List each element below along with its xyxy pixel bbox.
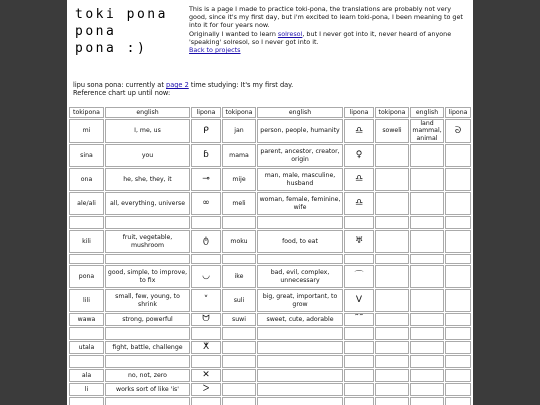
glyph-cell: ∞	[191, 192, 221, 215]
word-cell: suwi	[222, 313, 256, 326]
table-row	[69, 119, 471, 143]
word-cell	[375, 230, 409, 253]
word-cell: li	[69, 383, 104, 396]
word-cell: mama	[222, 144, 256, 167]
glyph-cell	[445, 216, 471, 229]
word-cell: mi	[69, 119, 104, 143]
english-cell	[410, 230, 444, 253]
english-cell: fight, battle, challenge	[105, 341, 190, 354]
word-cell	[375, 289, 409, 312]
english-cell	[257, 341, 343, 354]
word-cell	[222, 341, 256, 354]
glyph-cell: ɓ	[191, 144, 221, 167]
english-cell: works sort of like 'is'	[105, 383, 190, 396]
table-row	[69, 313, 471, 326]
english-cell	[410, 327, 444, 340]
glyph-cell	[191, 254, 221, 264]
table-row	[69, 168, 471, 191]
page-2-link[interactable]: page 2	[166, 81, 189, 89]
english-cell	[257, 254, 343, 264]
english-cell	[257, 327, 343, 340]
english-cell	[410, 289, 444, 312]
word-cell	[375, 192, 409, 215]
glyph-cell	[445, 383, 471, 396]
word-cell	[222, 355, 256, 368]
glyph-cell: ✕	[191, 369, 221, 382]
table-row	[69, 144, 471, 167]
english-cell	[410, 216, 444, 229]
word-cell	[375, 327, 409, 340]
intro-paragraph-2: Originally I wanted to learn solresol, but I never got into it, never heard of anyone 'speaking' solresol, so I never got into it.	[189, 29, 452, 46]
glyph-cell: ♎	[344, 168, 374, 191]
english-cell: he, she, they, it	[105, 168, 190, 191]
english-cell	[410, 144, 444, 167]
table-row	[69, 230, 471, 253]
word-cell: utala	[69, 341, 104, 354]
english-cell	[105, 355, 190, 368]
english-cell: fruit, vegetable, mushroom	[105, 230, 190, 253]
word-cell: jan	[222, 119, 256, 143]
word-cell	[69, 254, 104, 264]
glyph-cell: ⌒	[344, 265, 374, 288]
column-header-lipona: lipona	[344, 107, 374, 118]
english-cell	[105, 397, 190, 405]
glyph-cell	[445, 313, 471, 326]
glyph-cell: ♎	[344, 119, 374, 143]
word-cell: mije	[222, 168, 256, 191]
table-row	[69, 397, 471, 405]
word-cell: moku	[222, 230, 256, 253]
english-cell: food, to eat	[257, 230, 343, 253]
glyph-cell: ◡	[191, 265, 221, 288]
intro-text	[189, 5, 471, 54]
glyph-cell	[445, 327, 471, 340]
glyph-cell: ᘐ	[445, 119, 471, 143]
english-cell	[410, 397, 444, 405]
word-cell	[222, 327, 256, 340]
word-cell	[222, 254, 256, 264]
table-row	[69, 216, 471, 229]
column-header-english: english	[105, 107, 190, 118]
word-cell: lili	[69, 289, 104, 312]
glyph-cell: ⵅ	[191, 341, 221, 354]
glyph-cell	[445, 265, 471, 288]
glyph-cell	[191, 216, 221, 229]
column-header-english: english	[257, 107, 343, 118]
back-to-projects-link[interactable]: Back to projects	[189, 46, 241, 55]
glyph-cell	[344, 355, 374, 368]
glyph-cell: ᗢ	[191, 313, 221, 326]
english-cell: parent, ancestor, creator, origin	[257, 144, 343, 167]
english-cell	[410, 383, 444, 396]
english-cell	[105, 216, 190, 229]
column-header-tokipona: tokipona	[222, 107, 256, 118]
word-cell	[375, 254, 409, 264]
column-header-english: english	[410, 107, 444, 118]
word-cell	[375, 341, 409, 354]
table-row	[69, 383, 471, 396]
table-row	[69, 254, 471, 264]
word-cell	[375, 397, 409, 405]
word-cell	[375, 168, 409, 191]
english-cell: bad, evil, complex, unnecessary	[257, 265, 343, 288]
glyph-cell	[344, 341, 374, 354]
glyph-cell	[445, 144, 471, 167]
glyph-cell	[445, 397, 471, 405]
glyph-cell	[344, 254, 374, 264]
word-cell	[375, 216, 409, 229]
word-cell	[69, 397, 104, 405]
english-cell: small, few, young, to shrink	[105, 289, 190, 312]
glyph-cell: ᑭ	[191, 119, 221, 143]
word-cell	[222, 216, 256, 229]
glyph-cell	[445, 289, 471, 312]
table-row	[69, 192, 471, 215]
word-cell: meli	[222, 192, 256, 215]
english-cell	[257, 383, 343, 396]
glyph-cell	[445, 168, 471, 191]
page-content	[67, 0, 473, 405]
word-cell	[375, 265, 409, 288]
glyph-cell: ᐳ	[191, 383, 221, 396]
english-cell	[410, 355, 444, 368]
english-cell: you	[105, 144, 190, 167]
english-cell	[410, 168, 444, 191]
word-cell	[222, 397, 256, 405]
study-status	[73, 81, 469, 98]
column-header-lipona: lipona	[191, 107, 221, 118]
english-cell	[105, 254, 190, 264]
status-line-1: lipu sona pona: currently at page 2 time studying: It's my first day.	[73, 81, 294, 89]
glyph-cell	[344, 216, 374, 229]
word-cell: pona	[69, 265, 104, 288]
english-cell: I, me, us	[105, 119, 190, 143]
english-cell	[410, 192, 444, 215]
word-cell: ala	[69, 369, 104, 382]
word-cell: wawa	[69, 313, 104, 326]
word-cell: sina	[69, 144, 104, 167]
table-row	[69, 289, 471, 312]
table-row	[69, 341, 471, 354]
english-cell: no, not, zero	[105, 369, 190, 382]
english-cell: sweet, cute, adorable	[257, 313, 343, 326]
word-cell	[375, 313, 409, 326]
column-header-tokipona: tokipona	[69, 107, 104, 118]
word-cell	[222, 383, 256, 396]
english-cell	[410, 313, 444, 326]
column-header-tokipona: tokipona	[375, 107, 409, 118]
title-line-1: toki pona	[75, 7, 168, 22]
glyph-cell	[445, 369, 471, 382]
glyph-cell: ˅	[191, 289, 221, 312]
solresol-link[interactable]: solresol	[277, 29, 303, 38]
english-cell	[257, 216, 343, 229]
glyph-cell	[445, 254, 471, 264]
title-line-2: pona	[75, 24, 117, 39]
glyph-cell	[191, 397, 221, 405]
glyph-cell	[445, 341, 471, 354]
english-cell: all, everything, universe	[105, 192, 190, 215]
word-cell: soweli	[375, 119, 409, 143]
glyph-cell: ♀	[344, 144, 374, 167]
word-cell: ona	[69, 168, 104, 191]
english-cell	[410, 341, 444, 354]
glyph-cell	[344, 369, 374, 382]
word-cell: ike	[222, 265, 256, 288]
word-cell	[69, 216, 104, 229]
word-cell: ale/ali	[69, 192, 104, 215]
english-cell	[105, 327, 190, 340]
english-cell	[257, 355, 343, 368]
word-cell	[375, 355, 409, 368]
english-cell	[257, 397, 343, 405]
column-header-lipona: lipona	[445, 107, 471, 118]
glyph-cell	[445, 192, 471, 215]
english-cell: big, great, important, to grow	[257, 289, 343, 312]
glyph-cell: ˜˜	[344, 313, 374, 326]
english-cell: land mammal, animal	[410, 119, 444, 143]
glyph-cell: ⊸	[191, 168, 221, 191]
table-row	[69, 327, 471, 340]
glyph-cell	[344, 397, 374, 405]
word-cell: kili	[69, 230, 104, 253]
english-cell: man, male, masculine, husband	[257, 168, 343, 191]
word-cell	[69, 355, 104, 368]
table-row	[69, 355, 471, 368]
word-cell	[375, 144, 409, 167]
vocabulary-table	[68, 106, 472, 405]
glyph-cell	[191, 355, 221, 368]
english-cell: person, people, humanity	[257, 119, 343, 143]
glyph-cell	[191, 327, 221, 340]
glyph-cell	[344, 327, 374, 340]
glyph-cell	[344, 383, 374, 396]
page-title	[75, 6, 168, 57]
glyph-cell: ♎	[344, 192, 374, 215]
glyph-cell	[445, 355, 471, 368]
glyph-cell	[445, 230, 471, 253]
word-cell	[69, 327, 104, 340]
glyph-cell: ♅	[344, 230, 374, 253]
word-cell	[375, 383, 409, 396]
word-cell: suli	[222, 289, 256, 312]
english-cell: strong, powerful	[105, 313, 190, 326]
glyph-cell: V	[344, 289, 374, 312]
status-line-2: Reference chart up until now:	[73, 89, 171, 98]
table-row	[69, 369, 471, 382]
english-cell: woman, female, feminine, wife	[257, 192, 343, 215]
word-cell	[222, 369, 256, 382]
english-cell: good, simple, to improve, to fix	[105, 265, 190, 288]
english-cell	[410, 265, 444, 288]
english-cell	[257, 369, 343, 382]
word-cell	[375, 369, 409, 382]
english-cell	[410, 369, 444, 382]
table-row	[69, 265, 471, 288]
intro-paragraph-1: This is a page I made to practice toki-pona, the translations are probably not very good, since it's my first day, but i'm excited to learn toki-pona, I been meaning to get into it for four years now.	[189, 5, 463, 30]
title-line-3: pona :)	[75, 41, 148, 56]
glyph-cell: ტ	[191, 230, 221, 253]
english-cell	[410, 254, 444, 264]
